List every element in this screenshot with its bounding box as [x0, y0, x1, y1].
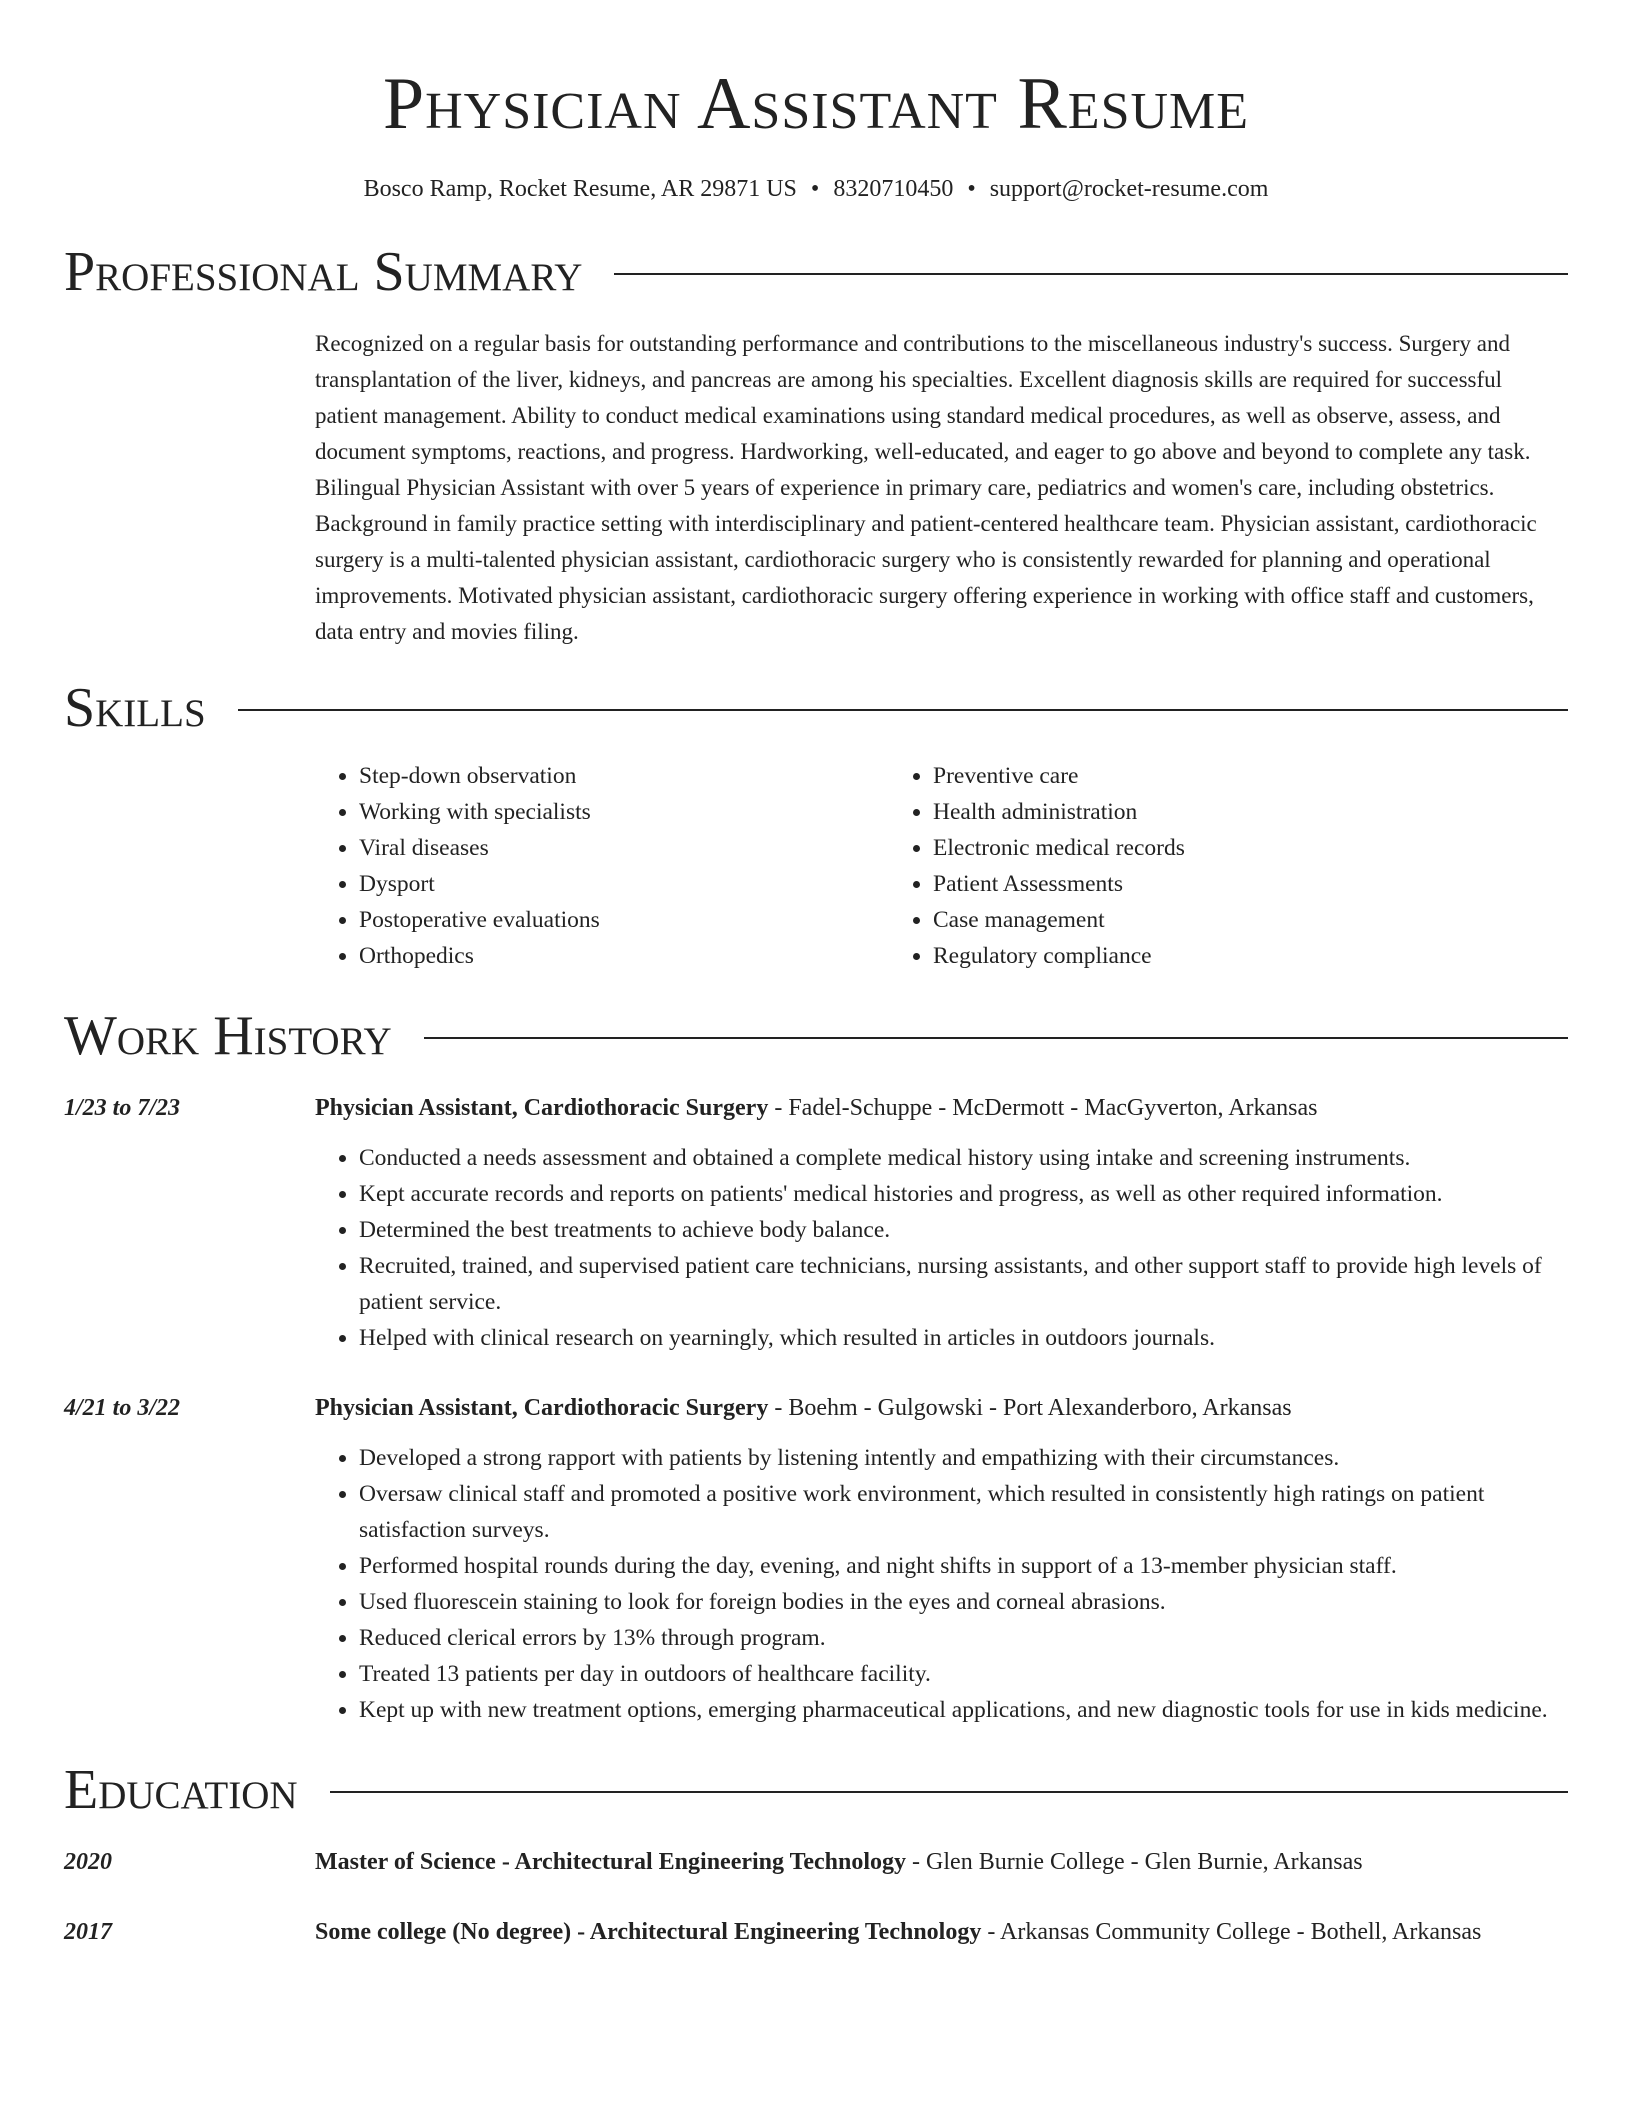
- job-title: Physician Assistant, Cardiothoracic Surgery: [315, 1095, 769, 1121]
- work-bullet: • Kept accurate records and reports on patients' medical histories and progress, as well as other required information.: [359, 1176, 1568, 1212]
- work-details: [315, 1390, 1568, 1728]
- work-entry: [64, 1390, 1568, 1728]
- work-section-title: Work History: [64, 1005, 392, 1067]
- contact-email: support@rocket-resume.com: [989, 176, 1269, 202]
- education-details: [315, 1914, 1568, 1950]
- skill-item: • Regulatory compliance: [933, 938, 1463, 974]
- work-bullet: • Treated 13 patients per day in outdoors of healthcare facility.: [359, 1656, 1568, 1692]
- page-title: Physician Assistant Resume: [382, 63, 1250, 145]
- work-bullet: • Kept up with new treatment options, emerging pharmaceutical applications, and new diagnostic tools for use in kids medicine.: [359, 1692, 1568, 1728]
- education-details: [315, 1844, 1568, 1880]
- skill-item: • Step-down observation: [359, 758, 889, 794]
- education-entry: [64, 1914, 1568, 1950]
- work-bullet: • Helped with clinical research on yearningly, which resulted in articles in outdoors journals.: [359, 1320, 1568, 1356]
- degree-title: Master of Science - Architectural Engineering Technology: [315, 1849, 907, 1875]
- work-bullets: [315, 1140, 1568, 1356]
- skills-list: [315, 758, 1568, 974]
- skills-column-left: [315, 758, 889, 974]
- work-bullets: [315, 1440, 1568, 1728]
- skills-column-right: [889, 758, 1463, 974]
- skills-section-header: [64, 676, 1568, 740]
- work-bullet: • Developed a strong rapport with patients by listening intently and empathizing with their circumstances.: [359, 1440, 1568, 1476]
- skill-item: • Dysport: [359, 866, 889, 902]
- skill-item: • Health administration: [933, 794, 1463, 830]
- section-divider: [424, 1037, 1568, 1039]
- contact-address: Bosco Ramp, Rocket Resume, AR 29871 US: [363, 176, 797, 202]
- work-bullet: • Performed hospital rounds during the day, evening, and night shifts in support of a 13-member physician staff.: [359, 1548, 1568, 1584]
- work-bullet: • Determined the best treatments to achieve body balance.: [359, 1212, 1568, 1248]
- work-section-header: [64, 1004, 1568, 1068]
- contact-phone: 8320710450: [833, 176, 954, 202]
- work-date: 1/23 to 7/23: [64, 1095, 181, 1121]
- education-date: 2017: [64, 1919, 112, 1945]
- school-location: - Arkansas Community College - Bothell, Arkansas: [981, 1919, 1482, 1945]
- degree-title: Some college (No degree) - Architectural Engineering Technology: [315, 1919, 982, 1945]
- section-divider: [238, 709, 1568, 711]
- employer-location: - Boehm - Gulgowski - Port Alexanderboro, Arkansas: [768, 1395, 1292, 1421]
- skill-item: • Patient Assessments: [933, 866, 1463, 902]
- summary-section-title: Professional Summary: [64, 241, 583, 303]
- work-date: 4/21 to 3/22: [64, 1395, 181, 1421]
- education-section-header: [64, 1758, 1568, 1822]
- skill-item: • Postoperative evaluations: [359, 902, 889, 938]
- work-bullet: • Conducted a needs assessment and obtained a complete medical history using intake and screening instruments.: [359, 1140, 1568, 1176]
- school-location: - Glen Burnie College - Glen Burnie, Arkansas: [906, 1849, 1363, 1875]
- skill-item: • Preventive care: [933, 758, 1463, 794]
- work-bullet: • Used fluorescein staining to look for foreign bodies in the eyes and corneal abrasions.: [359, 1584, 1568, 1620]
- employer-location: - Fadel-Schuppe - McDermott - MacGyverton, Arkansas: [768, 1095, 1318, 1121]
- skill-item: • Viral diseases: [359, 830, 889, 866]
- contact-line: [64, 174, 1568, 204]
- skill-item: • Case management: [933, 902, 1463, 938]
- skill-item: • Orthopedics: [359, 938, 889, 974]
- work-details: [315, 1090, 1568, 1356]
- skills-section-title: Skills: [64, 677, 206, 739]
- summary-section-header: [64, 240, 1568, 304]
- education-date: 2020: [64, 1849, 112, 1875]
- contact-separator: •: [810, 176, 820, 202]
- work-bullet: • Oversaw clinical staff and promoted a positive work environment, which resulted in consistently high ratings on patient satisfaction surveys.: [359, 1476, 1568, 1548]
- education-entry: [64, 1844, 1568, 1880]
- education-section-title: Education: [64, 1759, 298, 1821]
- work-bullet: • Recruited, trained, and supervised patient care technicians, nursing assistants, and other support staff to provide high levels of patient service.: [359, 1248, 1568, 1320]
- work-entry: [64, 1090, 1568, 1356]
- section-divider: [330, 1791, 1568, 1793]
- skill-item: • Working with specialists: [359, 794, 889, 830]
- job-title: Physician Assistant, Cardiothoracic Surgery: [315, 1395, 769, 1421]
- contact-separator: •: [967, 176, 976, 202]
- skill-item: • Electronic medical records: [933, 830, 1463, 866]
- work-bullet: • Reduced clerical errors by 13% through program.: [359, 1620, 1568, 1656]
- summary-text: Recognized on a regular basis for outstanding performance and contributions to the miscellaneous industry's success. Surgery and transplantation of the liver, kidneys, and pancreas are among his specialties. Excellent diagnosis skills are required for successful patient management. Ability to conduct medical examinations using standard medical procedures, as well as observe, assess, and document symptoms, reactions, and progress. Hardworking, well-educated, and eager to go above and beyond to complete any task. Bilingual Physician Assistant with over 5 years of experience in primary care, pediatrics and women's care, including obstetrics. Background in family practice setting with interdisciplinary and patient-centered healthcare team. Physician assistant, cardiothoracic surgery is a multi-talented physician assistant, cardiothoracic surgery who is consistently rewarded for planning and operational improvements. Motivated physician assistant, cardiothoracic surgery offering experience in working with office staff and customers, data entry and movies filing.: [315, 331, 1537, 644]
- section-divider: [614, 273, 1568, 275]
